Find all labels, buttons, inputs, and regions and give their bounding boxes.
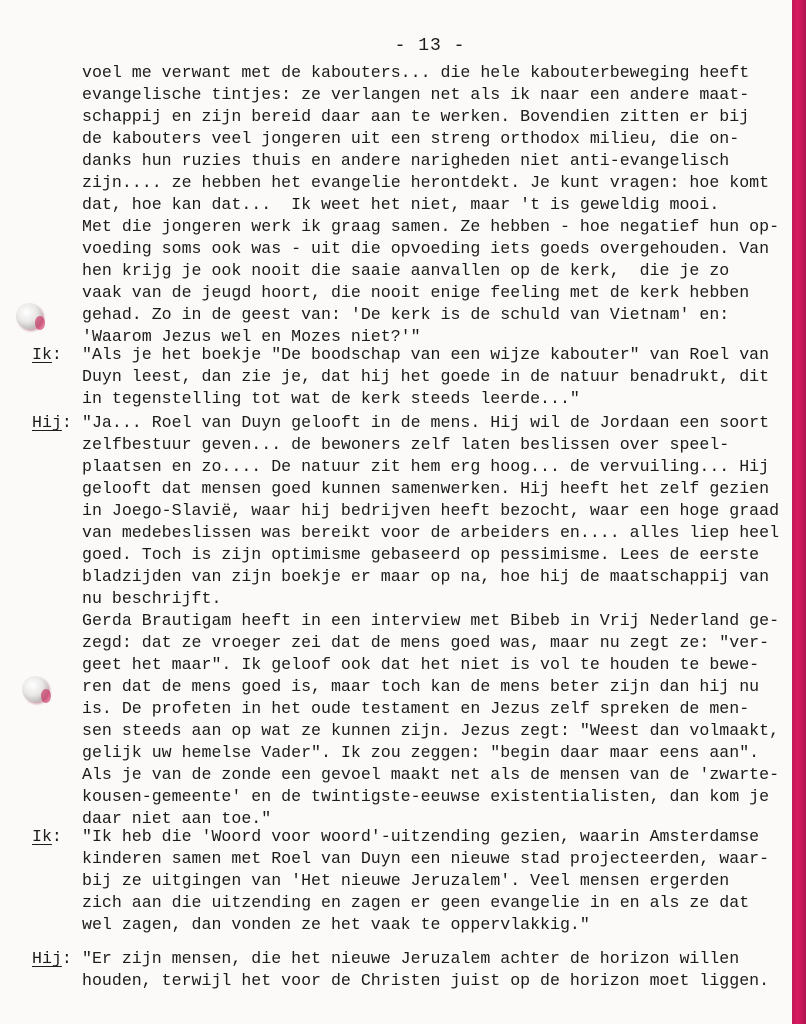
- text-line: "Er zijn mensen, die het nieuwe Jeruzalem achter de horizon willen: [82, 949, 740, 968]
- speaker-label: Hij:: [32, 949, 72, 968]
- speaker-name: Ik: [32, 827, 52, 846]
- text-line: kousen-gemeente' en de twintigste-eeuwse existentialisten, dan kom je: [82, 787, 770, 806]
- text-line: wel zagen, dan vonden ze het vaak te oppervlakkig.": [82, 915, 590, 934]
- text-line: danks hun ruzies thuis en andere narigheden niet anti-evangelisch: [82, 151, 730, 170]
- punch-hole-upper: [16, 303, 42, 329]
- text-line: kinderen samen met Roel van Duyn een nieuwe stad projecteerden, waar-: [82, 849, 770, 868]
- text-line: daar niet aan toe.": [82, 809, 272, 828]
- text-line: Gerda Brautigam heeft in een interview met Bibeb in Vrij Nederland ge-: [82, 611, 780, 630]
- text-block: [82, 344, 769, 410]
- speaker-name: Ik: [32, 345, 52, 364]
- text-line: "Ik heb die 'Woord voor woord'-uitzending gezien, waarin Amsterdamse: [82, 827, 760, 846]
- text-line: bij ze uitgingen van 'Het nieuwe Jeruzalem'. Veel mensen ergerden: [82, 871, 730, 890]
- text-line: goed. Toch is zijn optimisme gebaseerd op pessimisme. Lees de eerste: [82, 545, 760, 564]
- text-block: [82, 826, 769, 936]
- text-line: nu beschrijft.: [82, 589, 222, 608]
- speaker-name: Hij: [32, 413, 62, 432]
- text-line: schappij en zijn bereid daar aan te werken. Bovendien zitten er bij: [82, 107, 750, 126]
- text-line: in tegenstelling tot wat de kerk steeds leerde...": [82, 389, 580, 408]
- text-line: zelfbestuur geven... de bewoners zelf laten beslissen over speel-: [82, 435, 730, 454]
- text-line: ren dat de mens goed is, maar toch kan de mens beter zijn dan hij nu: [82, 677, 760, 696]
- text-block: [82, 62, 779, 348]
- text-line: Als je van de zonde een gevoel maakt net als de mensen van de 'zwarte-: [82, 765, 780, 784]
- text-line: zich aan die uitzending en zagen er geen evangelie in en als ze dat: [82, 893, 750, 912]
- text-line: gelooft dat mensen goed kunnen samenwerken. Hij heeft het zelf gezien: [82, 479, 770, 498]
- text-line: evangelische tintjes: ze verlangen net als ik naar een andere maat-: [82, 85, 750, 104]
- text-line: hen krijg je ook nooit die saaie aanvallen op de kerk, die je zo: [82, 261, 730, 280]
- text-line: Met die jongeren werk ik graag samen. Ze hebben - hoe negatief hun op-: [82, 217, 780, 236]
- text-line: "Als je het boekje "De boodschap van een wijze kabouter" van Roel van: [82, 345, 770, 364]
- text-line: geet het maar". Ik geloof ook dat het niet is vol te houden te bewe-: [82, 655, 760, 674]
- text-line: bladzijden van zijn boekje er maar op na, hoe hij de maatschappij van: [82, 567, 770, 586]
- text-line: is. De profeten in het oude testament en Jezus zelf spreken de men-: [82, 699, 750, 718]
- text-line: van medebeslissen was bereikt voor de arbeiders en.... alles liep heel: [82, 523, 780, 542]
- text-block: [82, 412, 779, 830]
- speaker-label: Ik:: [32, 827, 62, 846]
- text-line: vaak van de jeugd hoort, die nooit enige feeling met de kerk hebben: [82, 283, 750, 302]
- page-number: - 13 -: [394, 36, 466, 56]
- text-line: 'Waarom Jezus wel en Mozes niet?'": [82, 327, 421, 346]
- text-line: sen steeds aan op wat ze kunnen zijn. Jezus zegt: "Weest dan volmaakt,: [82, 721, 780, 740]
- text-line: de kabouters veel jongeren uit een streng orthodox milieu, die on-: [82, 129, 740, 148]
- text-line: "Ja... Roel van Duyn gelooft in de mens. Hij wil de Jordaan een soort: [82, 413, 770, 432]
- punch-hole-lower: [22, 676, 48, 702]
- text-line: zijn.... ze hebben het evangelie herontdekt. Je kunt vragen: hoe komt: [82, 173, 770, 192]
- text-line: houden, terwijl het voor de Christen juist op de horizon moet liggen.: [82, 971, 770, 990]
- speaker-label: Ik:: [32, 345, 62, 364]
- speaker-name: Hij: [32, 949, 62, 968]
- text-line: gehad. Zo in de geest van: 'De kerk is de schuld van Vietnam' en:: [82, 305, 730, 324]
- text-line: dat, hoe kan dat... Ik weet het niet, maar 't is geweldig mooi.: [82, 195, 720, 214]
- text-line: gelijk uw hemelse Vader". Ik zou zeggen: "begin daar maar eens aan".: [82, 743, 760, 762]
- speaker-label: Hij:: [32, 413, 72, 432]
- text-line: voel me verwant met de kabouters... die hele kabouterbeweging heeft: [82, 63, 750, 82]
- text-line: zegd: dat ze vroeger zei dat de mens goed was, maar nu zegt ze: "ver-: [82, 633, 770, 652]
- text-line: in Joego-Slavië, waar hij bedrijven heeft bezocht, waar een hoge graad: [82, 501, 780, 520]
- text-block: [82, 948, 769, 992]
- binder-edge: [792, 0, 806, 1024]
- text-line: Duyn leest, dan zie je, dat hij het goede in de natuur benadrukt, dit: [82, 367, 770, 386]
- text-line: voeding soms ook was - uit die opvoeding iets goeds overgehouden. Van: [82, 239, 770, 258]
- text-line: plaatsen en zo.... De natuur zit hem erg hoog... de vervuiling... Hij: [82, 457, 770, 476]
